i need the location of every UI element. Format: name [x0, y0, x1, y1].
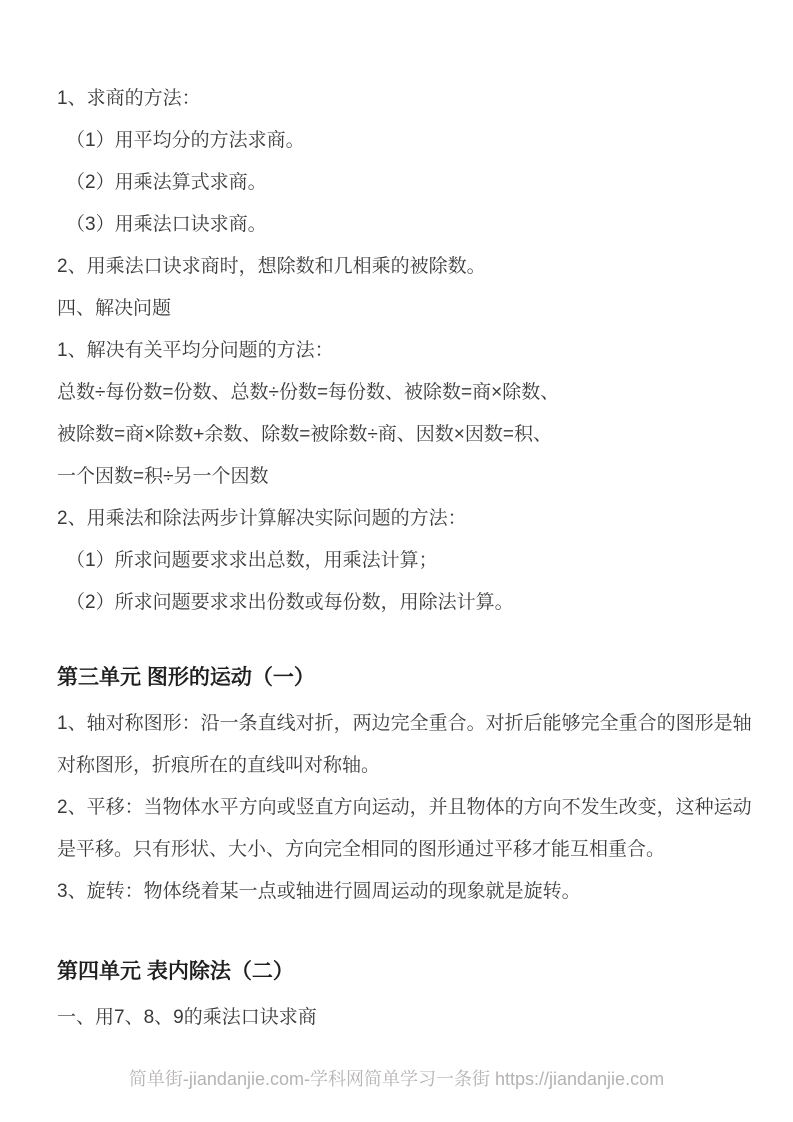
section-quotient-and-problems	[57, 78, 737, 624]
line-translation-1: 2、平移：当物体水平方向或竖直方向运动，并且物体的方向不发生改变，这种运动	[57, 797, 752, 818]
line-method-multiplication-expression: （2）用乘法算式求商。	[66, 172, 267, 193]
line-axial-symmetry-2: 对称图形，折痕所在的直线叫对称轴。	[57, 755, 381, 776]
line-789-table-quotient: 一、用7、8、9的乘法口诀求商	[57, 1007, 317, 1028]
line-table-quotient-hint: 2、用乘法口诀求商时，想除数和几相乘的被除数。	[57, 256, 486, 277]
unit4-heading: 第四单元 表内除法（二）	[57, 960, 294, 983]
line-solve-problems-title: 四、解决问题	[57, 298, 172, 319]
unit3-heading: 第三单元 图形的运动（一）	[57, 666, 315, 689]
line-formulas-3: 一个因数=积÷另一个因数	[57, 466, 269, 487]
line-two-step-methods-title: 2、用乘法和除法两步计算解决实际问题的方法：	[57, 508, 467, 529]
line-quotient-methods-title: 1、求商的方法：	[57, 88, 201, 109]
line-method-multiplication-table: （3）用乘法口诀求商。	[66, 214, 267, 235]
line-two-step-shares: （2）所求问题要求求出份数或每份数，用除法计算。	[66, 592, 514, 613]
section-unit3-motion-of-shapes	[57, 703, 752, 913]
line-method-average-split: （1）用平均分的方法求商。	[66, 130, 305, 151]
line-two-step-total: （1）所求问题要求求出总数，用乘法计算；	[66, 550, 438, 571]
line-formulas-2: 被除数=商×除数+余数、除数=被除数÷商、因数×因数=积、	[57, 424, 553, 445]
line-axial-symmetry-1: 1、轴对称图形：沿一条直线对折，两边完全重合。对折后能够完全重合的图形是轴	[57, 713, 752, 734]
section-unit4-division-in-table	[57, 997, 737, 1039]
line-translation-2: 是平移。只有形状、大小、方向完全相同的图形通过平移才能互相重合。	[57, 839, 666, 860]
line-rotation: 3、旋转：物体绕着某一点或轴进行圆周运动的现象就是旋转。	[57, 881, 581, 902]
line-average-split-methods-title: 1、解决有关平均分问题的方法：	[57, 340, 334, 361]
watermark-footer: 简单街-jiandanjie.com-学科网简单学习一条街 https://jiandanjie.com	[128, 1069, 665, 1089]
line-formulas-1: 总数÷每份数=份数、总数÷份数=每份数、被除数=商×除数、	[57, 382, 560, 403]
